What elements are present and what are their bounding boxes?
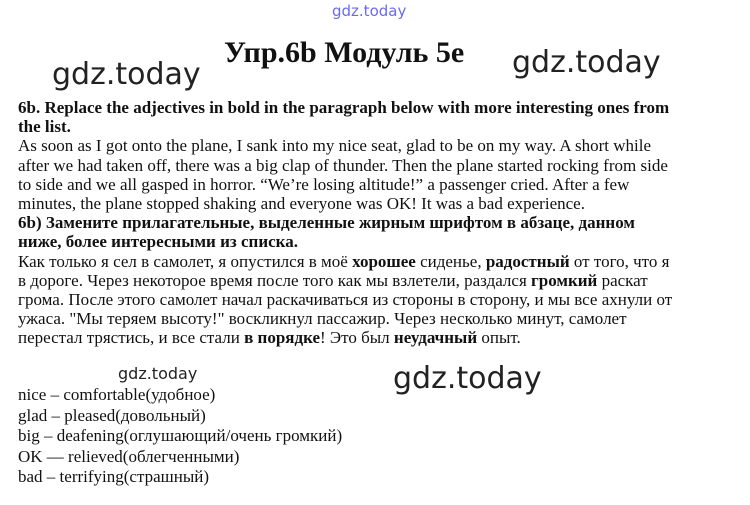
answer-list xyxy=(18,385,342,488)
watermark-right: gdz.today xyxy=(512,45,661,80)
paragraph-ru-line xyxy=(18,328,730,347)
bold-word: неудачный xyxy=(393,328,478,348)
paragraph-en-line: minutes, the plane stopped shaking and everyone was OK! It was a bad experience. xyxy=(18,194,585,214)
text-segment: ! Это был xyxy=(320,328,394,348)
paragraph-ru-line: ужаса. "Мы теряем высоту!" воскликнул пассажир. Через несколько минут, самолет xyxy=(18,309,627,329)
paragraph-ru-line: грома. После этого самолет начал раскачиваться из стороны в сторону, и мы все ахнули от xyxy=(18,290,673,310)
task-instruction-ru: 6b) Замените прилагательные, выделенные жирным шрифтом в абзаце, данном xyxy=(18,213,635,233)
text-segment: сиденье, xyxy=(415,251,486,271)
exercise-content xyxy=(18,98,730,348)
task-instruction-en: 6b. Replace the adjectives in bold in the paragraph below with more interesting ones from xyxy=(18,98,670,117)
task-instruction-en: the list. xyxy=(18,117,71,137)
answer-item: glad – pleased(довольный) xyxy=(18,405,206,425)
answer-item: OK — relieved(облегченными) xyxy=(18,446,240,466)
bold-word: хорошее xyxy=(352,251,416,271)
watermark-middle: gdz.today xyxy=(393,361,542,396)
answer-item: big – deafening(оглушающий/очень громкий) xyxy=(18,426,343,445)
answer-item: bad – terrifying(страшный) xyxy=(18,467,210,486)
watermark-list: gdz.today xyxy=(118,364,198,383)
paragraph-ru-line xyxy=(18,271,730,290)
bold-word: громкий xyxy=(531,270,598,290)
bold-word: в порядке xyxy=(244,328,320,348)
watermark-left: gdz.today xyxy=(52,57,201,92)
paragraph-en-line: As soon as I got onto the plane, I sank into my nice seat, glad to be on my way. A short while xyxy=(18,136,651,156)
task-instruction-ru: ниже, более интересными из списка. xyxy=(18,232,298,252)
page-title: Упр.6b Модуль 5e xyxy=(224,36,465,69)
text-segment: в дороге. Через некоторое время после того как мы взлетели, раздался xyxy=(18,270,532,290)
watermark-top: gdz.today xyxy=(332,2,407,20)
text-segment: от того, что я xyxy=(569,251,670,271)
text-segment: раскат xyxy=(597,270,648,290)
text-segment: Как только я сел в самолет, я опустился в моё xyxy=(18,251,353,271)
paragraph-en-line: to side and we all gasped in horror. “We’re losing altitude!” a passenger cried. After a few xyxy=(18,174,630,194)
text-segment: перестал трястись, и все стали xyxy=(18,328,245,348)
text-segment: опыт. xyxy=(477,328,521,348)
answer-item: nice – comfortable(удобное) xyxy=(18,385,216,404)
bold-word: радостный xyxy=(485,251,570,271)
paragraph-en-line: after we had taken off, there was a big clap of thunder. Then the plane started rocking from side xyxy=(18,155,668,175)
paragraph-ru-line xyxy=(18,252,730,271)
